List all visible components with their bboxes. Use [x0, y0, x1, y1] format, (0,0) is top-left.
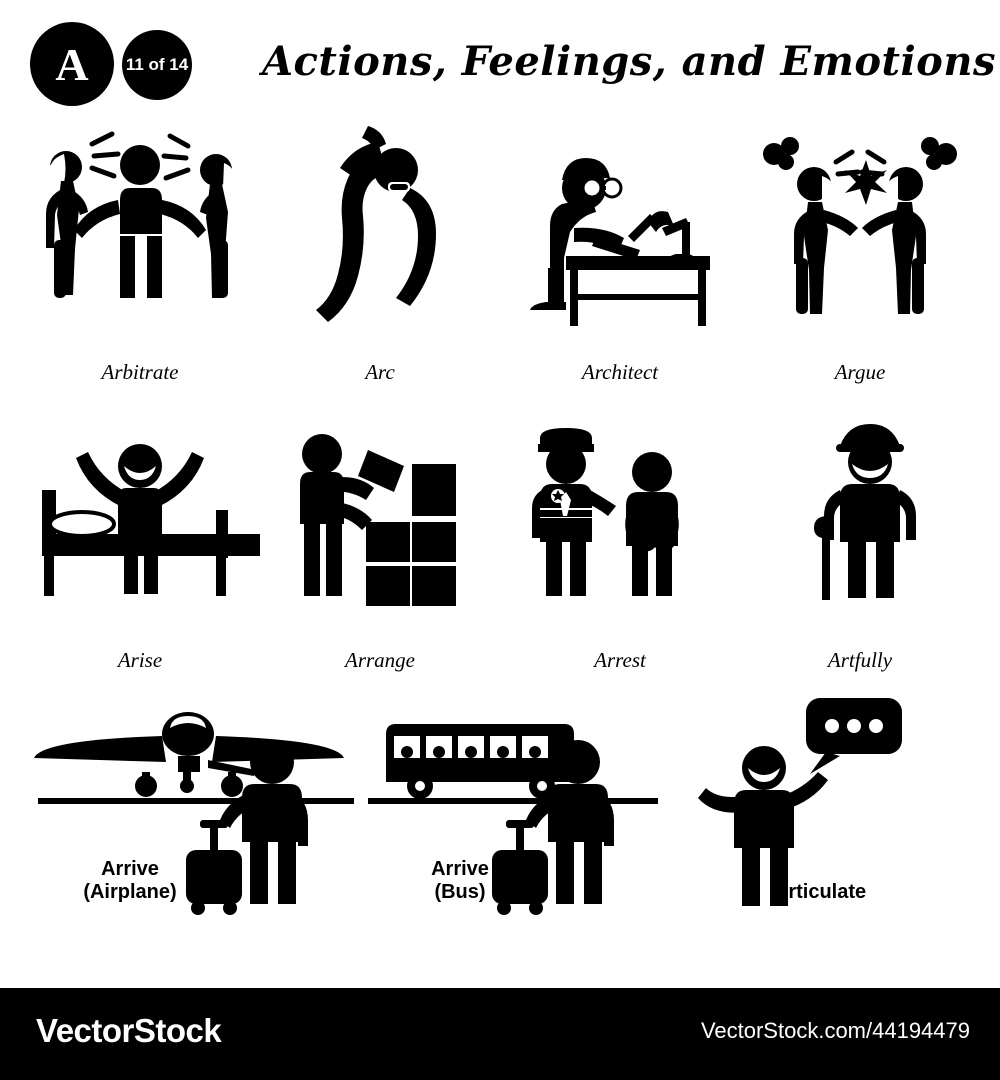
icon-grid-row: [20, 694, 980, 982]
caption-line-2: (Airplane): [83, 881, 177, 903]
arbitrate-stick-figures-icon: [20, 118, 260, 356]
caption-line-1: Arrive: [431, 858, 489, 880]
caption-line-1: Arrive: [101, 858, 159, 880]
arc-stick-figure-icon: [260, 118, 500, 356]
artfully-hat-cane-icon: [740, 406, 980, 644]
page-title: Actions, Feelings, and Emotions: [262, 38, 996, 85]
caption-arbitrate: Arbitrate: [101, 359, 179, 384]
caption-arrive-airplane: [30, 858, 230, 904]
caption-arise: Arise: [117, 647, 163, 672]
header: [0, 0, 1000, 118]
grid-cell-arbitrate: [20, 118, 260, 406]
footer-watermark-bar: [0, 988, 1000, 1080]
grid-cell-arrive-airplane: [20, 694, 360, 982]
caption-arc: Arc: [365, 359, 395, 384]
icon-grid-row: [20, 406, 980, 694]
grid-cell-arrest: [500, 406, 740, 694]
architect-desk-lamp-icon: [500, 118, 740, 356]
caption-articulate: Articulate: [773, 881, 867, 903]
caption-line-2: (Bus): [434, 881, 486, 903]
letter-badge: [30, 22, 114, 106]
grid-cell-articulate: [660, 694, 980, 982]
grid-cell-arise: [20, 406, 260, 694]
count-badge: [122, 30, 192, 100]
count-badge-label: 11 of 14: [125, 55, 189, 74]
caption-arrive-bus: [370, 858, 550, 904]
grid-cell-artfully: [740, 406, 980, 694]
grid-cell-arrive-bus: [360, 694, 660, 982]
caption-architect: Architect: [581, 359, 659, 384]
caption-argue: Argue: [834, 359, 886, 384]
arrest-police-handcuffs-icon: [500, 406, 740, 644]
grid-cell-arrange: [260, 406, 500, 694]
icon-grid-row: [20, 118, 980, 406]
letter-badge-label: A: [55, 38, 89, 90]
arise-bed-icon: [20, 406, 260, 644]
caption-arrange: Arrange: [345, 647, 415, 672]
caption-arrest: Arrest: [594, 647, 646, 672]
icon-grid: [20, 118, 980, 988]
grid-cell-argue: [740, 118, 980, 406]
argue-two-figures-icon: [740, 118, 980, 356]
grid-cell-arc: [260, 118, 500, 406]
vectorstock-logo: VectorStock: [36, 1012, 222, 1049]
caption-artfully: Artfully: [827, 647, 893, 672]
arrange-boxes-icon: [260, 406, 500, 644]
vectorstock-id: VectorStock.com/44194479: [700, 1018, 970, 1043]
grid-cell-architect: [500, 118, 740, 406]
